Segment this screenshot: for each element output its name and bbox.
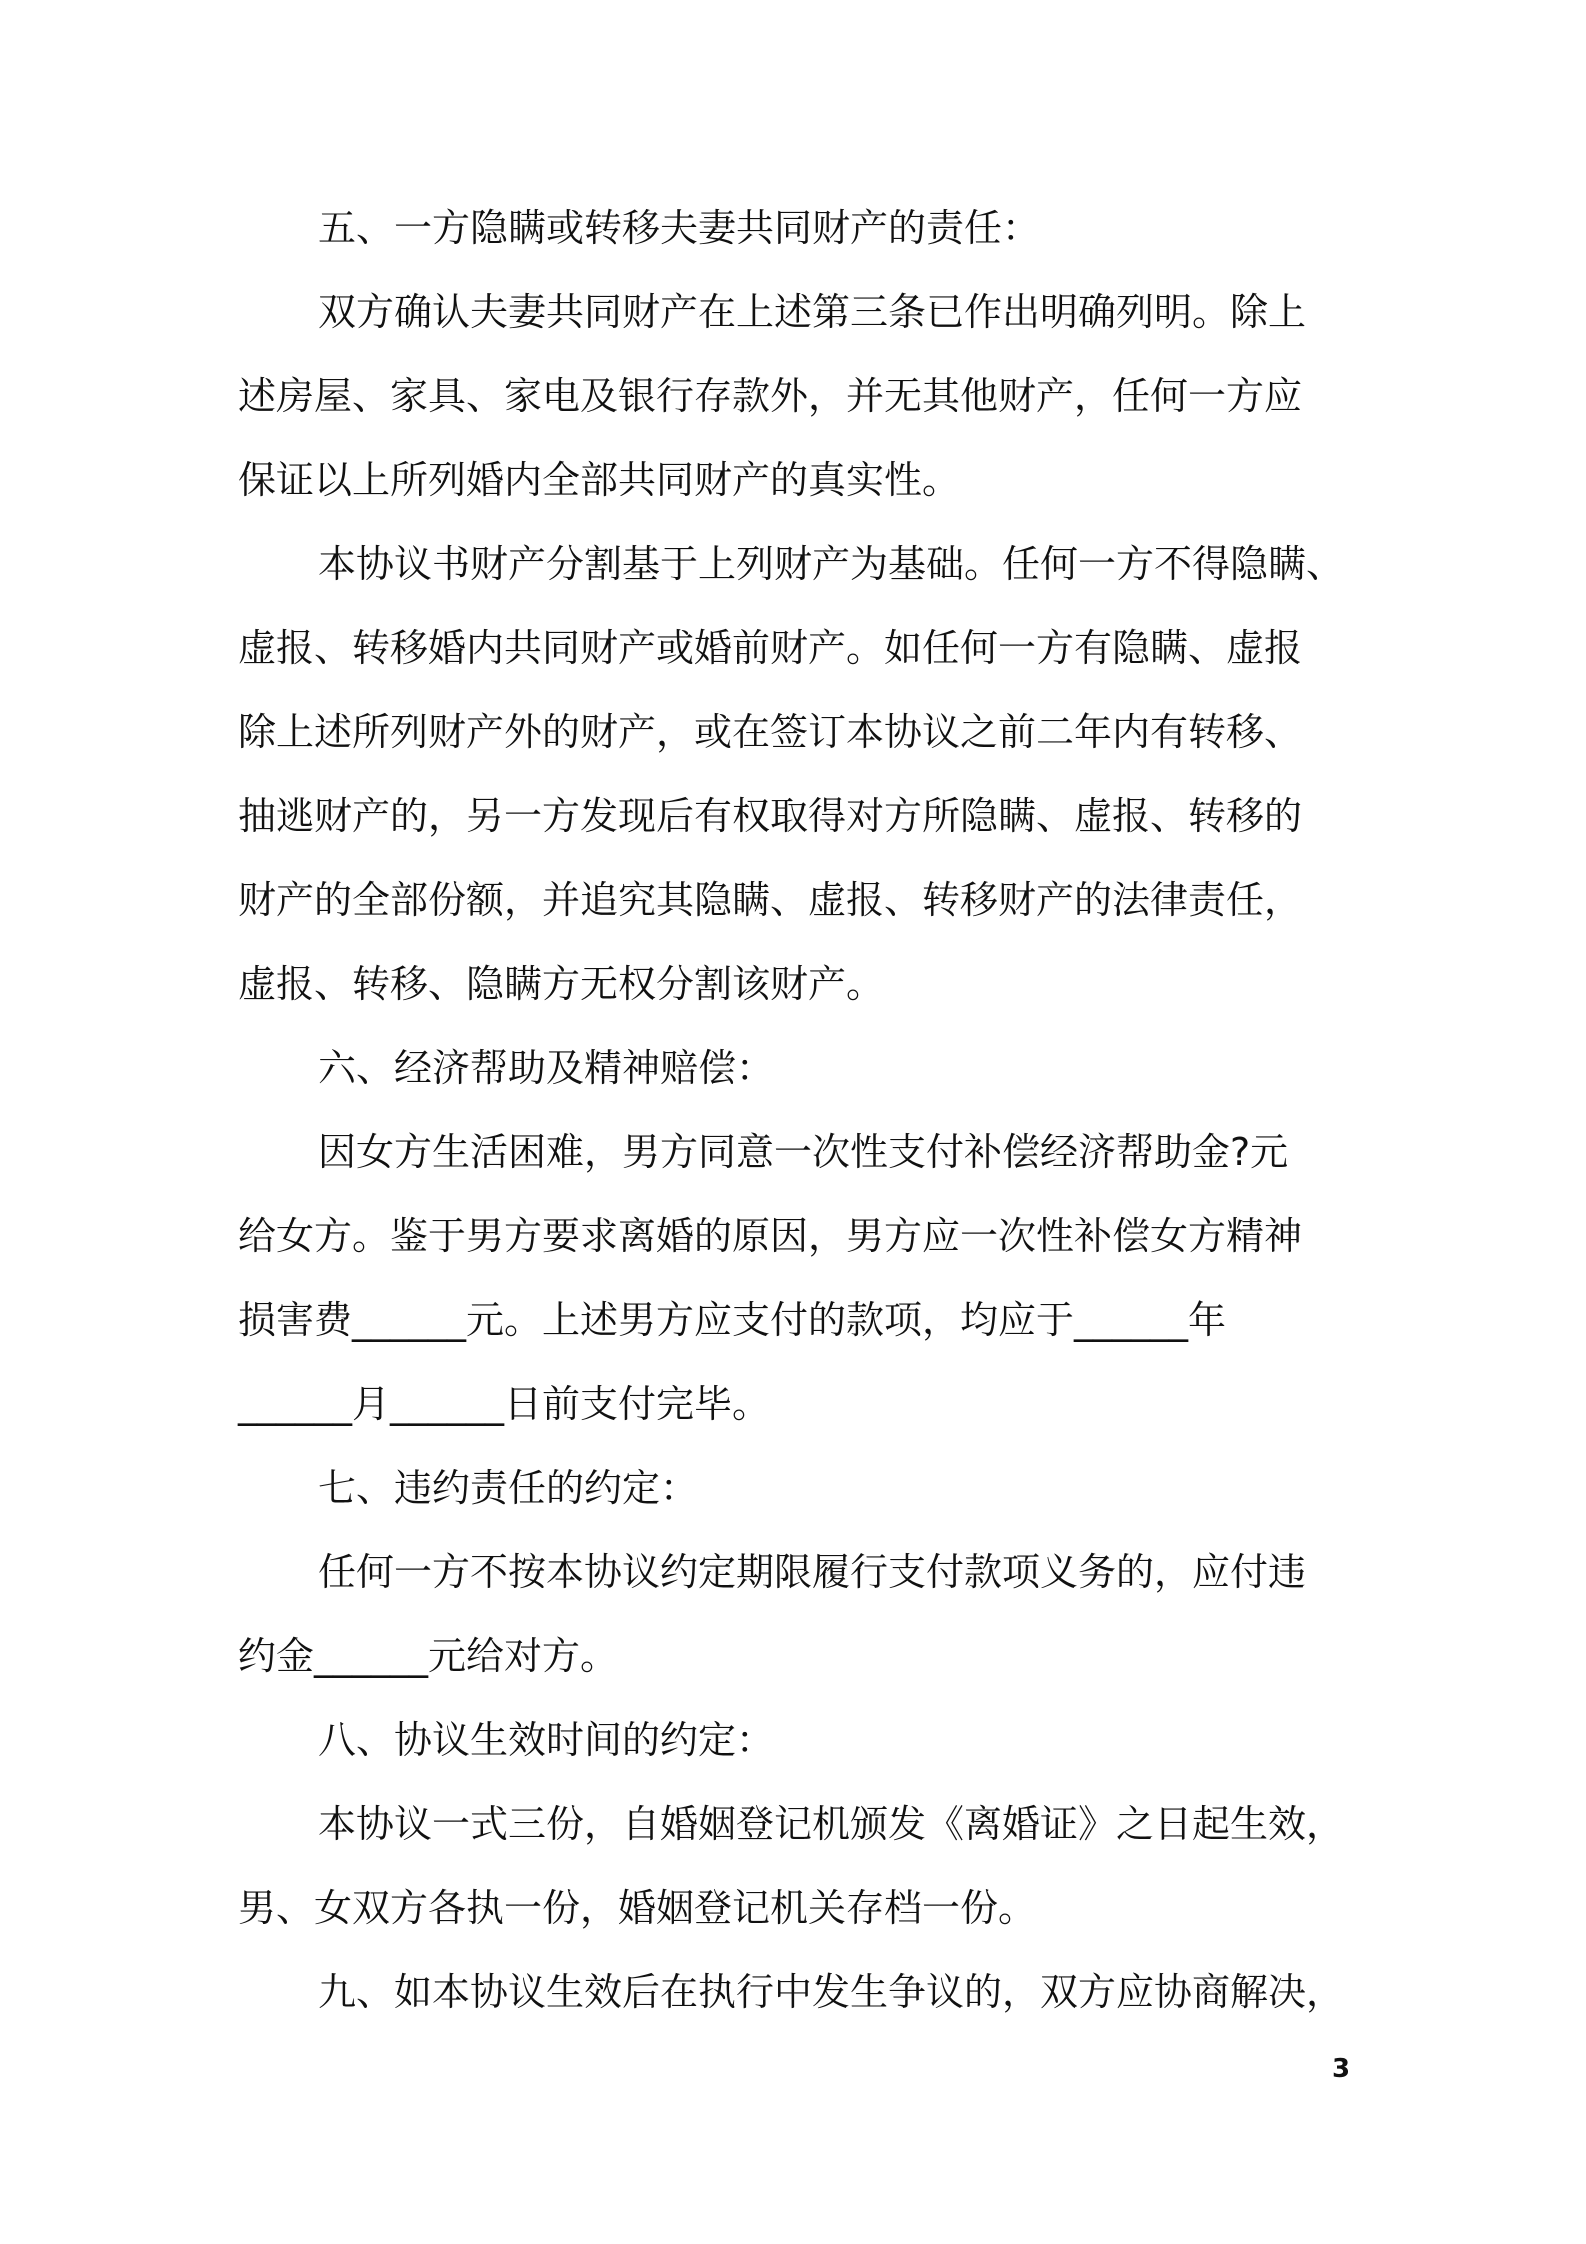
section-heading-5: 五、一方隐瞒或转移夫妻共同财产的责任： bbox=[318, 206, 1041, 250]
paragraph-line: 虚报、转移、隐瞒方无权分割该财产。 bbox=[238, 962, 885, 1006]
paragraph-line: 任何一方不按本协议约定期限履行支付款项义务的，应付违 bbox=[318, 1550, 1307, 1594]
paragraph-line: 除上述所列财产外的财产，或在签订本协议之前二年内有转移、 bbox=[238, 710, 1303, 754]
paragraph-line: 约金______元给对方。 bbox=[238, 1634, 619, 1678]
paragraph-line: 因女方生活困难，男方同意一次性支付补偿经济帮助金?元 bbox=[318, 1130, 1289, 1174]
paragraph-line: 给女方。鉴于男方要求离婚的原因，男方应一次性补偿女方精神 bbox=[238, 1214, 1303, 1258]
paragraph-line: 保证以上所列婚内全部共同财产的真实性。 bbox=[238, 458, 961, 502]
paragraph-line: 双方确认夫妻共同财产在上述第三条已作出明确列明。除上 bbox=[318, 290, 1307, 334]
paragraph-line: 虚报、转移婚内共同财产或婚前财产。如任何一方有隐瞒、虚报 bbox=[238, 626, 1303, 670]
section-heading-9: 九、如本协议生效后在执行中发生争议的，双方应协商解决， bbox=[318, 1970, 1345, 2014]
paragraph-line: 损害费______元。上述男方应支付的款项，均应于______年 bbox=[238, 1298, 1227, 1342]
paragraph-line: 抽逃财产的，另一方发现后有权取得对方所隐瞒、虚报、转移的 bbox=[238, 794, 1303, 838]
document-body bbox=[238, 186, 1358, 2034]
section-heading-6: 六、经济帮助及精神赔偿： bbox=[318, 1046, 775, 1090]
paragraph-line: 男、女双方各执一份，婚姻登记机关存档一份。 bbox=[238, 1886, 1037, 1930]
section-heading-8: 八、协议生效时间的约定： bbox=[318, 1718, 775, 1762]
paragraph-line: 述房屋、家具、家电及银行存款外，并无其他财产，任何一方应 bbox=[238, 374, 1303, 418]
page-number: 3 bbox=[1332, 2054, 1351, 2084]
paragraph-line: 财产的全部份额，并追究其隐瞒、虚报、转移财产的法律责任， bbox=[238, 878, 1303, 922]
paragraph-line: 本协议书财产分割基于上列财产为基础。任何一方不得隐瞒、 bbox=[318, 542, 1345, 586]
paragraph-line: ______月______日前支付完毕。 bbox=[238, 1382, 771, 1426]
paragraph-line: 本协议一式三份，自婚姻登记机颁发《离婚证》之日起生效， bbox=[318, 1802, 1345, 1846]
section-heading-7: 七、违约责任的约定： bbox=[318, 1466, 699, 1510]
